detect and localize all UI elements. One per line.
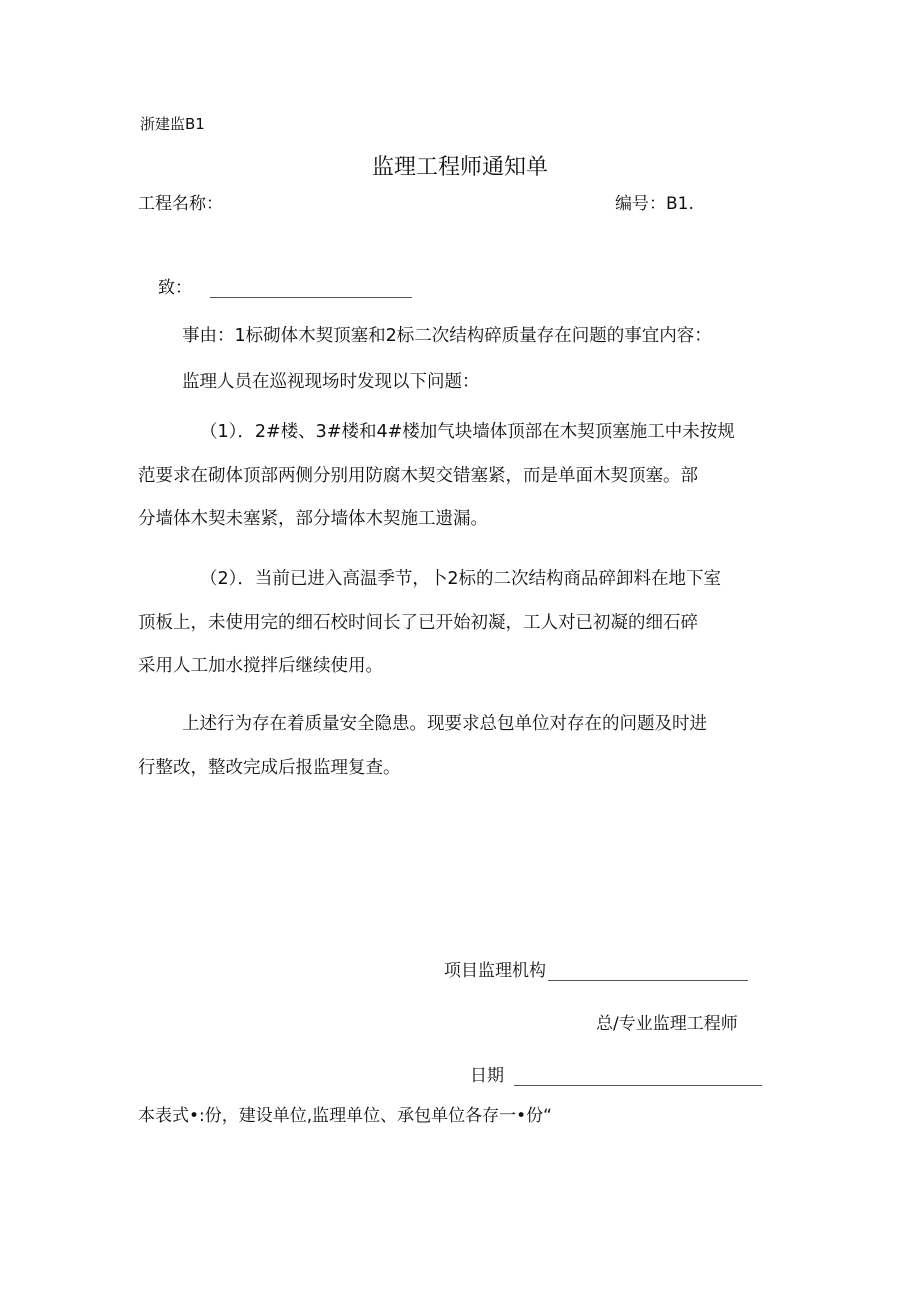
footer-note: 本表式•:份，建设单位,监理单位、承包单位各存一•份“: [138, 1106, 552, 1126]
engineer-label: 总/专业监理工程师: [596, 1014, 738, 1034]
supervision-org-row: [444, 956, 748, 981]
addressee-blank: [210, 279, 412, 298]
serial-number-label: 编号：B1.: [615, 194, 694, 214]
issue-1: [138, 414, 786, 537]
issue-1-line-3: 分墙体木契未塞紧，部分墙体木契施工遗漏。: [138, 509, 488, 529]
supervision-org-blank: [548, 962, 748, 981]
issue-2-line-3: 采用人工加水搅拌后继续使用。: [138, 656, 383, 676]
project-name-label: 工程名称：: [138, 194, 223, 214]
addressee-row: [158, 273, 412, 298]
issue-2-line-1: （2）．当前已进入高温季节，卜2标的二次结构商品碎卸料在地下室: [200, 569, 722, 589]
form-code: 浙建监B1: [140, 115, 205, 133]
issue-2-line-2: 顶板上，未使用完的细石校时间长了已开始初凝，工人对已初凝的细石碎: [138, 613, 698, 633]
intro-text: 监理人员在巡视现场时发现以下问题：: [182, 372, 480, 392]
issue-1-line-1: （1）．2#楼、3#楼和4#楼加气块墙体顶部在木契顶塞施工中未按规: [200, 422, 735, 442]
date-label: 日期: [470, 1066, 504, 1086]
conclusion: [138, 706, 786, 786]
addressee-label: 致：: [158, 278, 192, 298]
subject-text: 事由：1标砌体木契顶塞和2标二次结构碎质量存在问题的事宜内容：: [182, 326, 712, 346]
notice-body: [138, 318, 786, 400]
issue-2: [138, 561, 786, 684]
supervision-org-label: 项目监理机构: [444, 961, 546, 981]
date-blank: [514, 1067, 762, 1086]
page-title: 监理工程师通知单: [371, 155, 548, 180]
issue-1-line-2: 范要求在砌体顶部两侧分别用防腐木契交错塞紧，而是单面木契顶塞。部: [138, 466, 698, 486]
conclusion-line-2: 行整改，整改完成后报监理复查。: [138, 758, 401, 778]
conclusion-line-1: 上述行为存在着质量安全隐患。现要求总包单位对存在的问题及时进: [182, 714, 707, 734]
date-row: [470, 1061, 762, 1086]
